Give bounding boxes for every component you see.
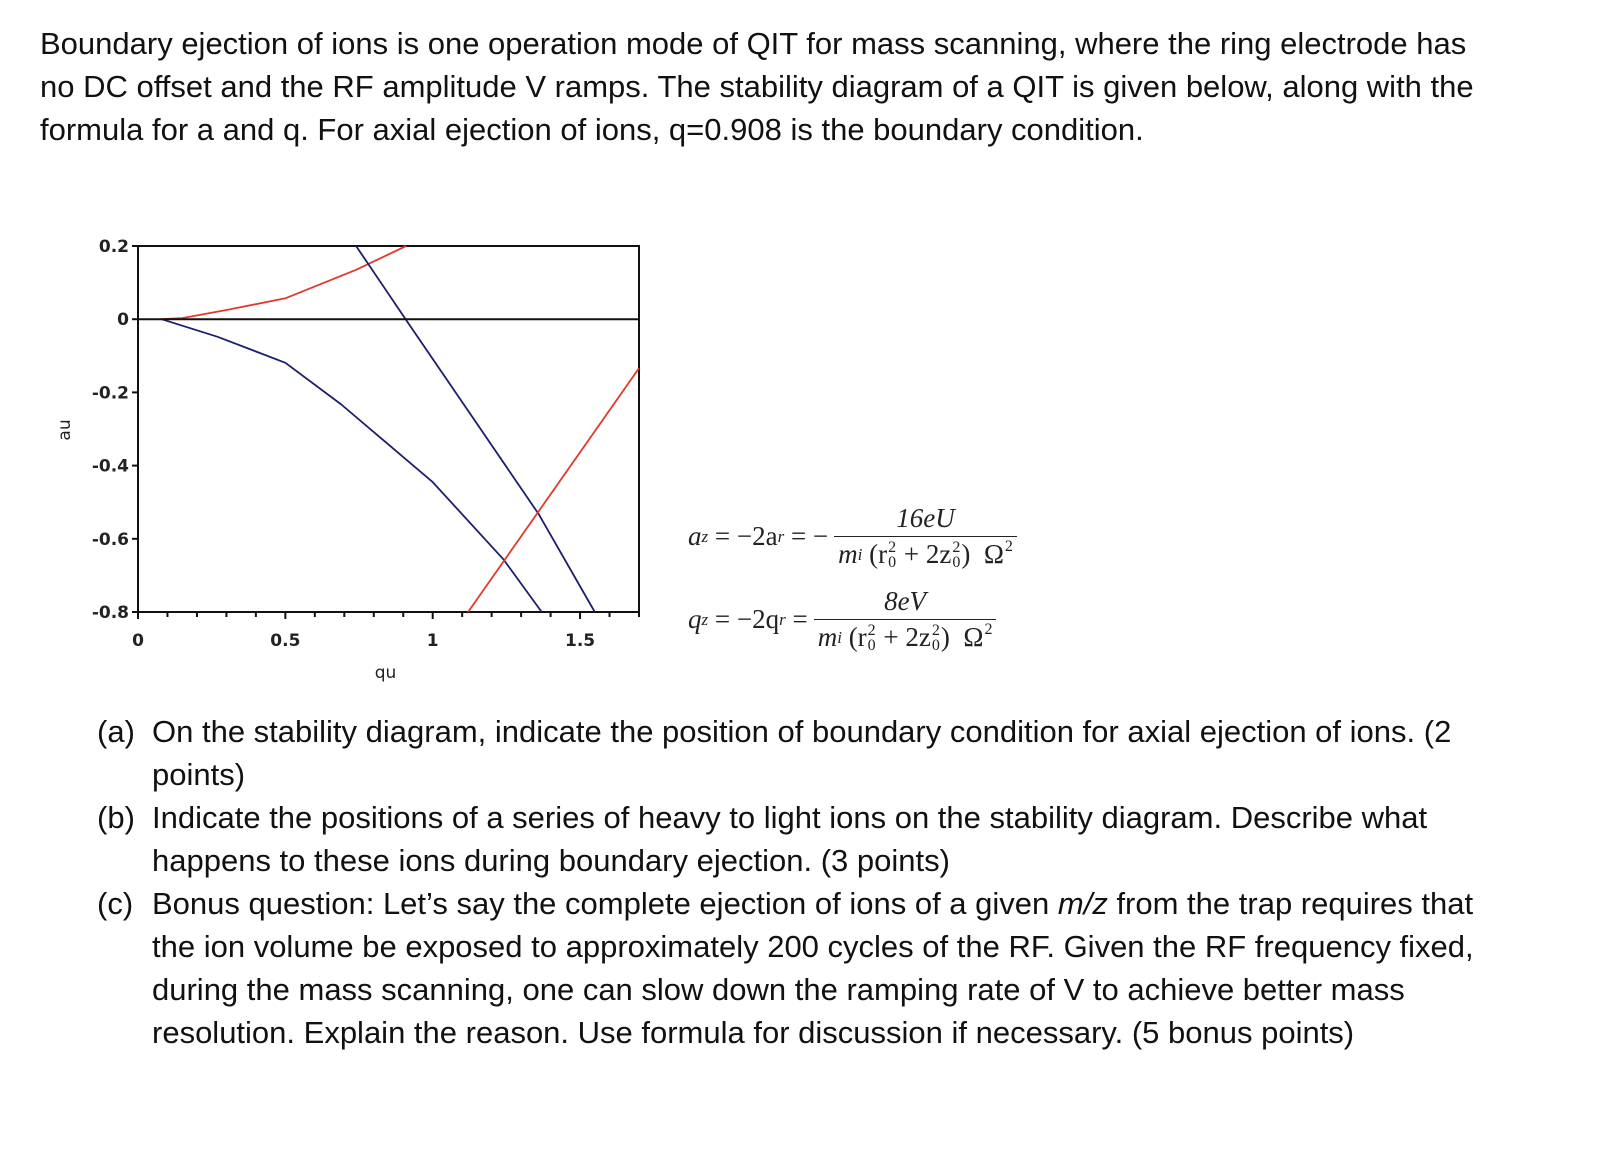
series-red-upper xyxy=(162,246,407,319)
question-b xyxy=(97,796,1517,882)
series-blue-lower xyxy=(162,319,542,612)
qz-numerator: 8eV xyxy=(884,586,927,616)
sq: 2 xyxy=(867,621,876,639)
den-i: i xyxy=(837,627,842,647)
stability-diagram xyxy=(0,0,700,700)
y-tick-label: -0.8 xyxy=(91,603,129,623)
question-label: (a) xyxy=(97,714,135,749)
sq: 2 xyxy=(931,621,940,639)
x-tick-label: 0.5 xyxy=(270,631,301,651)
zero: 0 xyxy=(952,553,961,571)
qz-sub: z xyxy=(701,609,709,629)
zero: 0 xyxy=(867,636,876,654)
question-text: Indicate the positions of a series of heavy to light ions on the stability diagram. Describe what happens to these ions during boundary ejection. (3 points) xyxy=(152,800,1428,878)
qz-fraction xyxy=(814,586,997,653)
y-tick-label: -0.6 xyxy=(91,529,129,550)
az-lhs: a xyxy=(688,521,702,552)
den-omega: ) Ω xyxy=(940,622,984,653)
r0-squared xyxy=(888,540,896,570)
question-text-mz: m/z xyxy=(1057,886,1108,921)
az-mid-sub: r xyxy=(777,526,785,546)
r0-squared xyxy=(868,623,876,653)
az-sub: z xyxy=(701,526,709,546)
az-eq: = − xyxy=(784,521,829,552)
y-tick-label: 0.2 xyxy=(98,237,129,257)
den-i: i xyxy=(857,544,863,564)
az-numerator: 16eU xyxy=(896,503,955,533)
question-c xyxy=(97,882,1517,1054)
den-m: m xyxy=(838,539,858,570)
az-mid: = −2a xyxy=(708,521,778,552)
qz-denominator xyxy=(814,619,997,653)
x-axis-label: qu xyxy=(374,663,397,683)
den-z: + 2z xyxy=(876,622,931,653)
z0-squared xyxy=(952,540,960,570)
sq: 2 xyxy=(952,538,961,556)
qz-eq: = xyxy=(785,604,808,635)
qz-mid: = −2q xyxy=(708,604,780,635)
den-z: + 2z xyxy=(897,539,952,570)
z0-squared xyxy=(932,623,940,653)
sq: 2 xyxy=(984,621,993,639)
sq: 2 xyxy=(888,538,897,556)
sq: 2 xyxy=(1004,538,1013,556)
den-r: (r xyxy=(862,539,888,570)
az-fraction xyxy=(834,503,1017,570)
question-text xyxy=(152,882,1517,1054)
y-tick-label: -0.2 xyxy=(91,383,129,404)
question-text-post: from the trap requires that the ion volume be exposed to approximately 200 cycles of the RF. Given the RF frequency fixed, during the mass scanning, one can slow down the ramping rate of V to achieve better mass resolution. Explain the reason. Use formula for discussion if necessary. (5 bonus points) xyxy=(152,886,1474,1050)
den-m: m xyxy=(817,622,838,653)
series-blue-steep xyxy=(356,246,595,612)
x-tick-label: 1 xyxy=(426,631,439,651)
zero: 0 xyxy=(888,553,897,571)
question-label: (c) xyxy=(97,886,134,921)
question-label: (b) xyxy=(97,800,135,835)
den-r: (r xyxy=(841,622,867,653)
y-axis-label: au xyxy=(55,419,75,441)
series-red-lower xyxy=(468,368,639,612)
question-list xyxy=(97,710,1517,1054)
qz-mid-sub: r xyxy=(779,609,786,629)
question-a xyxy=(97,710,1517,796)
qz-lhs: q xyxy=(688,604,702,635)
y-tick-label: -0.4 xyxy=(91,456,129,477)
zero: 0 xyxy=(931,636,940,654)
x-tick-label: 0 xyxy=(132,631,144,651)
problem-intro: Boundary ejection of ions is one operation mode of QIT for mass scanning, where the ring electrode has no DC offset and the RF amplitude V ramps. The stability diagram of a QIT is given below, along with the formula for a and q. For axial ejection of ions, q=0.908 is the boundary condition. xyxy=(40,26,1474,147)
az-denominator xyxy=(834,536,1017,570)
question-text-pre: Bonus question: Let’s say the complete ejection of ions of a given xyxy=(152,886,1058,921)
x-tick-label: 1.5 xyxy=(564,631,596,651)
question-text: On the stability diagram, indicate the position of boundary condition for axial ejection of ions. (2 points) xyxy=(152,714,1452,792)
den-omega: ) Ω xyxy=(961,539,1004,570)
az-formula xyxy=(688,503,1017,570)
qz-formula xyxy=(688,586,996,653)
y-tick-label: 0 xyxy=(117,310,129,331)
